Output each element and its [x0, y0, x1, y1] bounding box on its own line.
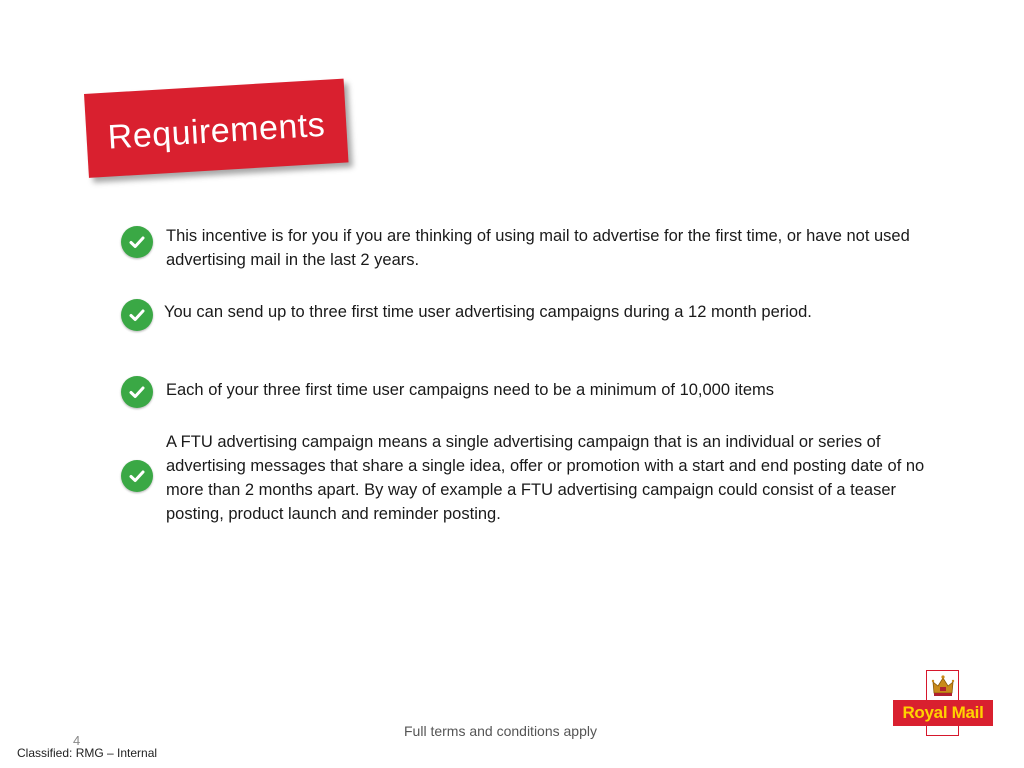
requirement-item-4: [121, 460, 153, 492]
checkmark-icon: [121, 460, 153, 492]
terms-note: Full terms and conditions apply: [404, 723, 597, 739]
checkmark-icon: [121, 226, 153, 258]
logo-wordmark-box: [893, 700, 993, 726]
page-number: 4: [73, 733, 81, 748]
crown-icon: [930, 673, 956, 699]
requirement-item-1: [121, 226, 153, 258]
royal-mail-logo: [893, 670, 993, 738]
title-banner: [84, 79, 349, 178]
page-title: Requirements: [106, 105, 327, 157]
logo-wordmark: Royal Mail: [902, 703, 984, 722]
requirement-text-1: This incentive is for you if you are thinking of using mail to advertise for the first time, or have not used advertising mail in the last 2 years.: [166, 227, 910, 269]
requirement-item-2: [121, 299, 153, 331]
classification-label: Classified: RMG – Internal: [17, 746, 158, 760]
requirement-item-3: [121, 376, 153, 408]
requirement-text-4: A FTU advertising campaign means a single advertising campaign that is an individual or series of advertising messages that share a single idea, offer or promotion with a start and end posting date of no more than 2 months apart. By way of example a FTU advertising campaign could consist of a teaser posting, product launch and reminder posting.: [166, 433, 925, 523]
checkmark-icon: [121, 376, 153, 408]
requirement-text-2: You can send up to three first time user advertising campaigns during a 12 month period.: [164, 303, 812, 321]
checkmark-icon: [121, 299, 153, 331]
requirement-text-3: Each of your three first time user campaigns need to be a minimum of 10,000 items: [166, 381, 775, 399]
